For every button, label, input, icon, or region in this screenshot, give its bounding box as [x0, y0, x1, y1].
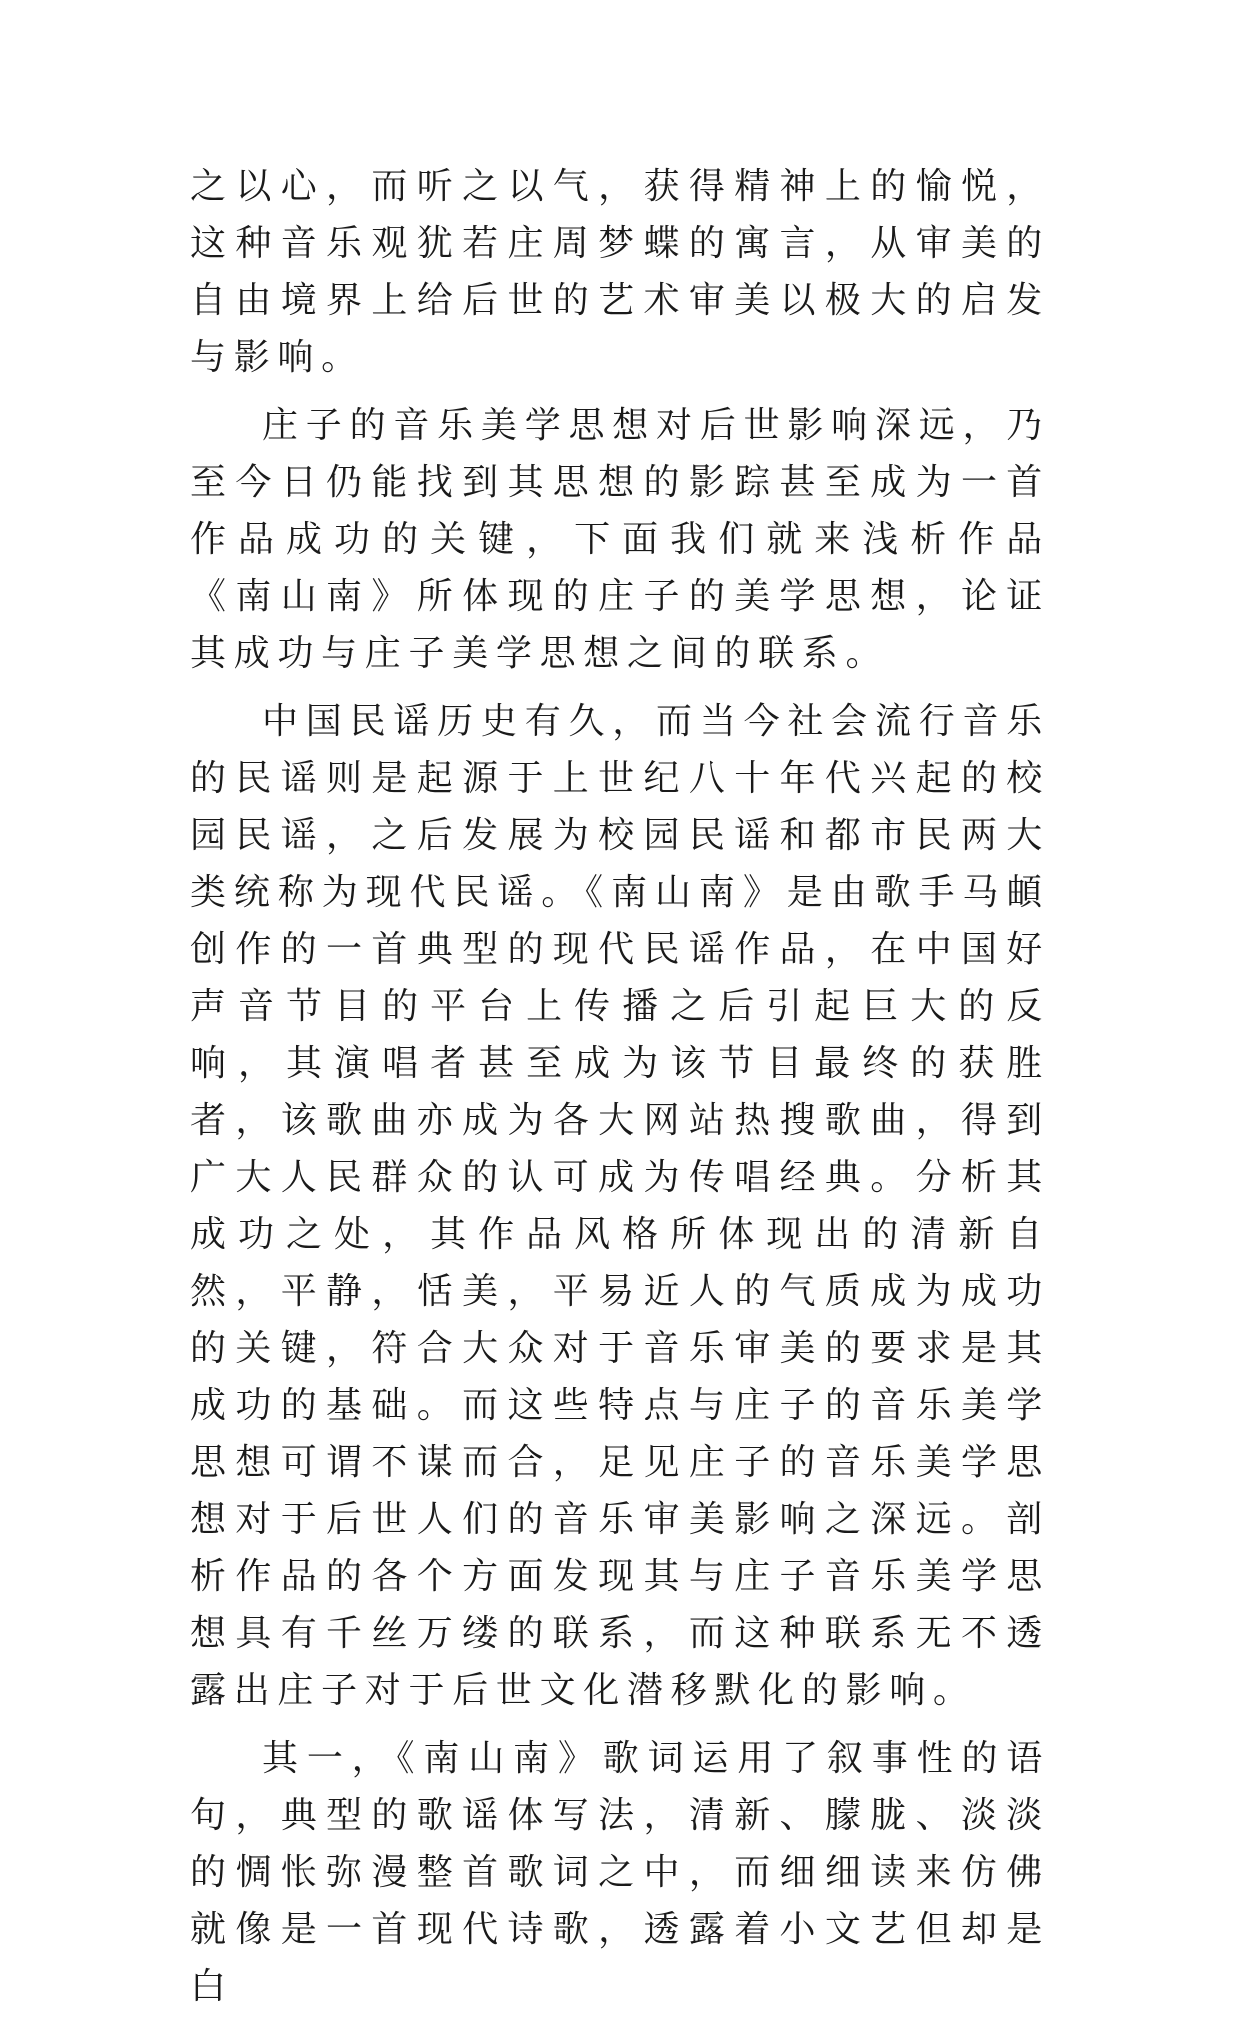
paragraph-2: 庄子的音乐美学思想对后世影响深远，乃至今日仍能找到其思想的影踪甚至成为一首作品成功的关键，下面我们就来浅析作品《南山南》所体现的庄子的美学思想，论证其成功与庄子美学思想之间的联系。: [190, 405, 1050, 674]
body-text: [190, 158, 1050, 2026]
paragraph-4: 其一，《南山南》歌词运用了叙事性的语句，典型的歌谣体写法，清新、朦胧、淡淡的惆怅弥漫整首歌词之中，而细细读来仿佛就像是一首现代诗歌，透露着小文艺但却是白: [190, 1738, 1050, 2007]
paragraph-1: 之以心，而听之以气，获得精神上的愉悦，这种音乐观犹若庄周梦蝶的寓言，从审美的自由境界上给后世的艺术审美以极大的启发与影响。: [190, 166, 1050, 378]
paragraph-3: 中国民谣历史有久，而当今社会流行音乐的民谣则是起源于上世纪八十年代兴起的校园民谣，之后发展为校园民谣和都市民两大类统称为现代民谣。《南山南》是由歌手马頔创作的一首典型的现代民谣作品，在中国好声音节目的平台上传播之后引起巨大的反响，其演唱者甚至成为该节目最终的获胜者，该歌曲亦成为各大网站热搜歌曲，得到广大人民群众的认可成为传唱经典。分析其成功之处，其作品风格所体现出的清新自然，平静，恬美，平易近人的气质成为成功的关键，符合大众对于音乐审美的要求是其成功的基础。而这些特点与庄子的音乐美学思想可谓不谋而合，足见庄子的音乐美学思想对于后世人们的音乐审美影响之深远。剖析作品的各个方面发现其与庄子音乐美学思想具有千丝万缕的联系，而这种联系无不透露出庄子对于后世文化潜移默化的影响。: [190, 701, 1050, 1711]
